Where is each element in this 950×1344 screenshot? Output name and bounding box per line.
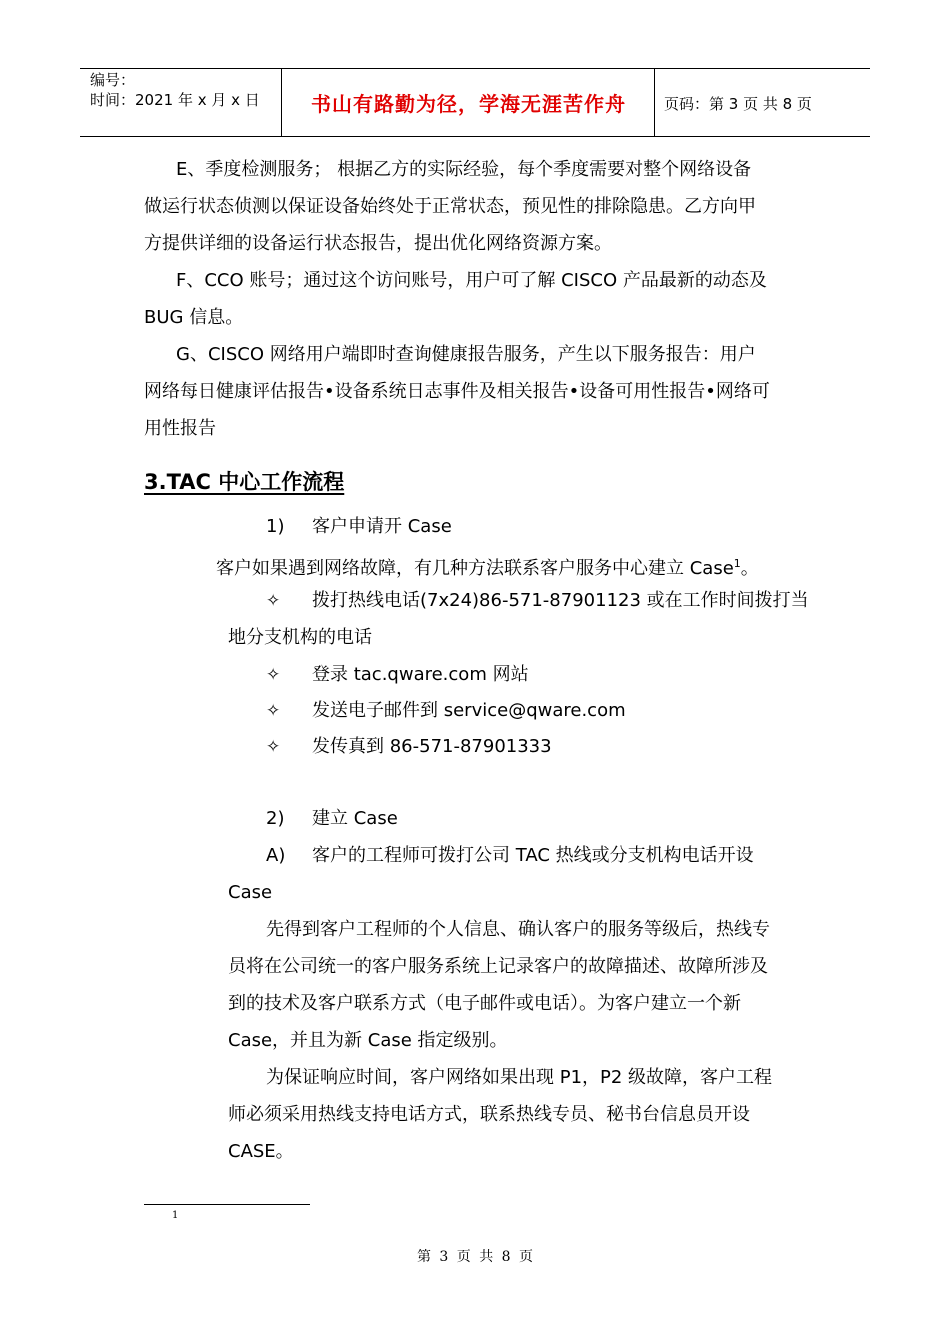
page-footer: 第 3 页 共 8 页 — [416, 1249, 534, 1265]
step1-number: 1) — [266, 516, 285, 537]
footnote-ref: 1 — [733, 557, 741, 570]
paragraph-e-line3: 方提供详细的设备运行状态报告，提出优化网络资源方案。 — [144, 233, 612, 254]
intro-end: 。 — [740, 558, 759, 579]
para2-line1: 为保证响应时间，客户网络如果出现 P1，P2 级故障，客户工程 — [266, 1067, 773, 1088]
paragraph-f-line1: F、CCO 账号；通过这个访问账号，用户可了解 CISCO 产品最新的动态及 — [176, 270, 767, 291]
paragraph-g-line3: 用性报告 — [144, 418, 216, 439]
para1-line2: 员将在公司统一的客户服务系统上记录客户的故障描述、故障所涉及 — [228, 956, 768, 977]
section-title: 3.TAC 中心工作流程 — [144, 470, 345, 494]
header-divider-left — [281, 68, 282, 136]
para1-line4: Case，并且为新 Case 指定级别。 — [228, 1030, 508, 1051]
bullet-hotline-line1: 拨打热线电话(7x24)86-571-87901123 或在工作时间拨打当 — [312, 590, 809, 611]
header-meta — [90, 70, 260, 110]
para2-line3: CASE。 — [228, 1141, 294, 1162]
intro-text: 客户如果遇到网络故障，有几种方法联系客户服务中心建立 Case — [216, 558, 734, 579]
bullet-icon: ✧ — [266, 701, 281, 721]
header-top-rule — [80, 68, 870, 69]
header-motto: 书山有路勤为径，学海无涯苦作舟 — [311, 92, 626, 116]
paragraph-g-line2: 网络每日健康评估报告•设备系统日志事件及相关报告•设备可用性报告•网络可 — [144, 381, 770, 402]
bullet-icon: ✧ — [266, 665, 281, 685]
footnote-rule — [144, 1204, 310, 1205]
header-divider-right — [654, 68, 655, 136]
bullet-fax: 发传真到 86-571-87901333 — [312, 736, 552, 757]
header-page-number: 页码：第 3 页 共 8 页 — [664, 95, 812, 113]
stepA-line1: 客户的工程师可拨打公司 TAC 热线或分支机构电话开设 — [312, 845, 754, 866]
paragraph-e-line1: E、季度检测服务； 根据乙方的实际经验，每个季度需要对整个网络设备 — [176, 159, 752, 180]
time-label: 时间：2021 年 x 月 x 日 — [90, 91, 260, 109]
para2-line2: 师必须采用热线支持电话方式，联系热线专员、秘书台信息员开设 — [228, 1104, 750, 1125]
serial-label: 编号： — [90, 71, 136, 89]
paragraph-g-line1: G、CISCO 网络用户端即时查询健康报告服务，产生以下服务报告：用户 — [176, 344, 756, 365]
bullet-email: 发送电子邮件到 service@qware.com — [312, 700, 626, 721]
intro-paragraph — [216, 551, 759, 582]
bullet-icon: ✧ — [266, 591, 281, 611]
bullet-hotline-line2: 地分支机构的电话 — [228, 627, 372, 648]
paragraph-e-line2: 做运行状态侦测以保证设备始终处于正常状态，预见性的排除隐患。乙方向甲 — [144, 196, 756, 217]
stepA-number: A) — [266, 845, 286, 866]
step2-number: 2) — [266, 808, 285, 829]
step2-text: 建立 Case — [312, 808, 398, 829]
stepA-line2: Case — [228, 882, 273, 903]
bullet-icon: ✧ — [266, 737, 281, 757]
para1-line3: 到的技术及客户联系方式（电子邮件或电话）。为客户建立一个新 — [228, 993, 741, 1014]
header-bottom-rule — [80, 136, 870, 137]
bullet-website: 登录 tac.qware.com 网站 — [312, 664, 529, 685]
footnote-number: 1 — [172, 1210, 179, 1221]
step1-text: 客户申请开 Case — [312, 516, 452, 537]
paragraph-f-line2: BUG 信息。 — [144, 307, 244, 328]
para1-line1: 先得到客户工程师的个人信息、确认客户的服务等级后，热线专 — [266, 919, 770, 940]
